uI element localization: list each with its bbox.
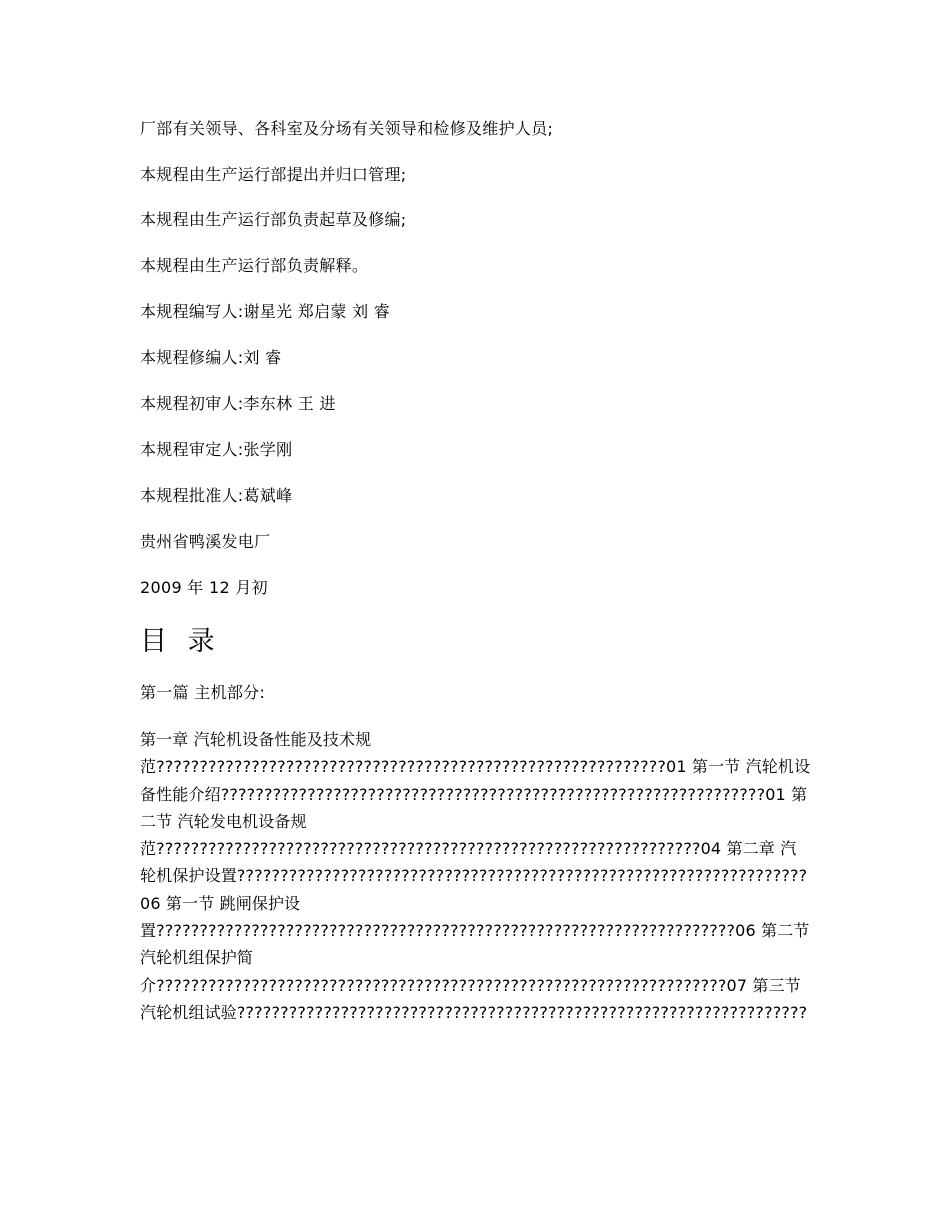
- intro-line-first-reviewers: 本规程初审人:李东林 王 进: [140, 394, 336, 413]
- toc-body: 第一章 汽轮机设备性能及技术规范???????????????????????????????????????????????????????????01 第一节 汽轮机设备性能介绍???????????????????????????????????????????????????????????????01 第二节 汽轮发电机设备规范???????????????????????????????????????????????????????????????04 第二章 汽轮机保护设置??????????????????????????????????????????????????????????????????06 第一节 跳闸保护设置???????????????????????????????????????????????????????????????????06 第二节 汽轮机组保护简介??????????????????????????????????????????????????????????????????07 第三节 汽轮机组试验??????????????????????????????????????????????????????????????????: [140, 730, 811, 1022]
- intro-line-authors: 本规程编写人:谢星光 郑启蒙 刘 睿: [140, 302, 391, 321]
- intro-line-management: 本规程由生产运行部提出并归口管理;: [140, 165, 407, 184]
- intro-line-approver: 本规程批准人:葛斌峰: [140, 486, 293, 505]
- intro-line-organization: 贵州省鸭溪发电厂: [140, 532, 271, 551]
- intro-line-revisers: 本规程修编人:刘 睿: [140, 348, 282, 367]
- intro-line-approver-review: 本规程审定人:张学刚: [140, 440, 293, 459]
- intro-line-interpretation: 本规程由生产运行部负责解释。: [140, 256, 369, 275]
- toc-part-heading: 第一篇 主机部分:: [140, 683, 266, 702]
- intro-line-drafting: 本规程由生产运行部负责起草及修编;: [140, 210, 407, 229]
- intro-line-date: 2009 年 12 月初: [140, 578, 268, 597]
- intro-line-scope: 厂部有关领导、各科室及分场有关领导和检修及维护人员;: [140, 119, 554, 138]
- toc-title: 目 录: [140, 626, 221, 657]
